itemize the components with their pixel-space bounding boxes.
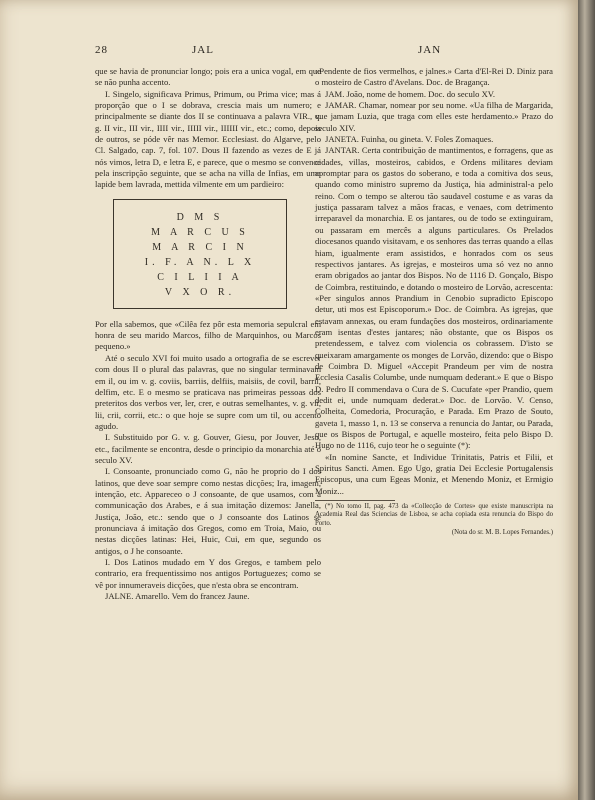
inscription-line: C I L I I A xyxy=(157,271,243,283)
paragraph: I. Consoante, pronunciado como G, não he proprio do I dos latinos, que deve soar sempre como nestas dicções; Ira, imagem, intenção, etc. Appareceo o J consoante, de que usamos, com a communicação dos Arabes, e á sua imitação dizemos: Janella, Justiça, João, etc.: sendo que o J consoante dos Latinos se pronunciava á imitação dos Gregos, como em Troia, Maio, ou nestas dicções latinas: Hei, Huic, Cui, em que, segundo os antigos, o J he consoante. xyxy=(95,466,321,556)
footnote: (*) No tomo II, pag. 473 da «Collecção de Cortes» que existe manuscripta na Academia Real das Sciencias de Lisboa, se acha copiada esta renuncia do Bispo do Porto. xyxy=(315,503,553,527)
inscription-line: M A R C I N xyxy=(152,241,248,253)
entry-jalne: JALNE. Amarello. Vem do francez Jaune. xyxy=(105,591,250,602)
paragraph: I. Substituido por G. v. g. Gouver, Giesu, por Jouver, Jesu, etc., facilmente se encontra, desde o principio da monarchia até o seculo XV. xyxy=(95,432,321,465)
inscription-line: I. F. A N. L X xyxy=(144,256,256,268)
inscription-line: D M S xyxy=(176,211,224,223)
paragraph: Até o seculo XVI foi muito usado a ortografia de se escrever com dous II o plural das palavras, que no singular terminavam em il, ou im v. g. coviis, barriis, delfiis, maisiis, de covil, barril, delfim, etc. E o mesmo se praticava nas primeiras pessoas dos preteritos dos verbos ver, ler, crer, e outras semelhantes, v. g. vii, lii, crii, corrii, etc.: o que hoje se supre com um til, ou accento agudo. xyxy=(95,352,321,431)
paragraph: «Pendente de fios vermelhos, e jalnes.» Carta d'El-Rei D. Diniz para o mosteiro de Castro d'Avelans. Doc. de Bragança. xyxy=(315,66,553,88)
left-running-head: JAL xyxy=(192,44,214,56)
inscription-line: M A R C U S xyxy=(151,226,249,238)
paragraph: Por ella sabemos, que «Cilêa fez pôr esta memoria sepulcral em honra de seu marido Marcos, filho de Marquinhos, ou Marcos pequeno.» xyxy=(95,318,321,352)
entry-jamar: JAMAR. Chamar, nomear por seu nome. «Ua filha de Margarida, que jamam Luzia, que traga com elles este herdamento.» Prazo do seculo XIV. xyxy=(315,100,553,133)
latin-quote: «In nomine Sancte, et Individue Trinitatis, Patris et Filii, et Spiritus Sancti. Amen. Ego Ugo, gratia Dei Ecclesie Portugalensis Episcopus, una cum Egeas Moniz, et Menendo Moniz, et Ermigio Moniz... xyxy=(315,451,553,496)
entry-jantar: JANTAR. Certa contribuição de mantimentos, e forragens, que as cidades, villas, mosteiros, cabidos, e Ordens militares deviam apromptar para os gastos do soberano, e toda a comitiva dos seus, quando como ministro supremo da Justiça, hia administral-a pelo reino. Com o tempo se alterou tão saudavel costume e as varas da justiça passaram talvez a mãos fracas, e venaes, com detrimento irreparavel da monarchia. E os jantares, ou de todo se extinguiram, ou passaram em mercês a alguns particulares. Os Prelados diocesanos quando visitavam, e os senhores das terras quando a ellas hiam, igualmente eram assistidos, e honrados com os seus respectivos jantares. As igrejas, e mosteiros uma só vez no anno eram obrigados ao jantar dos Bispos. No de 1116 D. Gonçalo, Bispo de Coimbra, restituindo, e dotando o mosteiro de Lorvão, acrescenta: «Per singulos annos Prandium in Cenobio supradicto Episcopo detur, uti mos est Episcoporum.» Doc. de Coimbra. As igrejas, que estavam annexas, ou eram fundações dos mosteiros, ordinariamente eram isentas d'estes jantares; não obstante, que os Bispos os pretendessem, e talvez com violencia os cobrassem. D'isto se queixaram amargamente os monges de Lorvão, dizendo: que o Bispo de Coimbra D. Miguel «Accepit Prandeum per vim de nostra Ecclesia Casalis Columbe, unde numquam dederant.» E que o Bispo D. Pedro II commendava o Cura de S. Cucufate «per Prandio, quem dedit ei, unde numquam dederat.» Doc. de Lorvão. V. Censo, Colheita, Comedoria, Procuração, e Parada. Em Prazo de Souto, gaveta 1, masso 1, n. 13 se conserva a renuncia do Jantar, ou Parada, que os Bispos de Portugal, e aquelle mosteiro, feita pelo Bispo D. Hugo no de 1116, cujo teor he o seguinte (*): xyxy=(315,145,553,451)
paragraph: I. Singelo, significava Primus, Primum, ou Prima vice; mas á proporção que o I se dobrava, crescia mais um numero; e principalmente se diante dos II se continuava a palavra VIR., v. g. II vir., III vir., IIII vir., IIIII vir., IIIIII vir., etc.; como, depois de outros, se póde vêr nas Memor. Ecclesiast. do Algarve, pelo Cl. Salgado, cap. 7, fol. 107. Dous II fazendo as vezes de E já nós vimos, letra D, e letra E, e parece, que o mesmo se convence pela inscripção seguinte, que se acha na villa de Infias, em uma lapide bem lavrada, mettida vilmente em um pardieiro: xyxy=(95,88,321,190)
page-number: 28 xyxy=(95,44,108,56)
footnote-attribution: (Nota do sr. M. B. Lopes Fernandes.) xyxy=(451,528,553,536)
right-column xyxy=(315,66,553,537)
left-column xyxy=(95,66,321,602)
paragraph: que se havia de pronunciar longo; pois era a unica vogal, em que se não punha accento. xyxy=(95,66,321,88)
right-running-head: JAN xyxy=(418,44,442,56)
inscription-line: V X O R. xyxy=(164,286,236,298)
paragraph: I. Dos Latinos mudado em Y dos Gregos, e tambem pelo contrario, era frequentissimo nos antigos Portuguezes; como se vê por innumeraveis dicções, que n'esta obra se encontram. xyxy=(95,557,321,590)
inscription-box xyxy=(113,199,287,309)
footnote-rule xyxy=(315,500,395,501)
entry-janeta: JANETA. Fuinha, ou gineta. V. Foles Zomaques. xyxy=(325,134,494,145)
entry-jam: JAM. João, nome de homem. Doc. do seculo XV. xyxy=(325,88,496,99)
book-edge xyxy=(578,0,595,800)
